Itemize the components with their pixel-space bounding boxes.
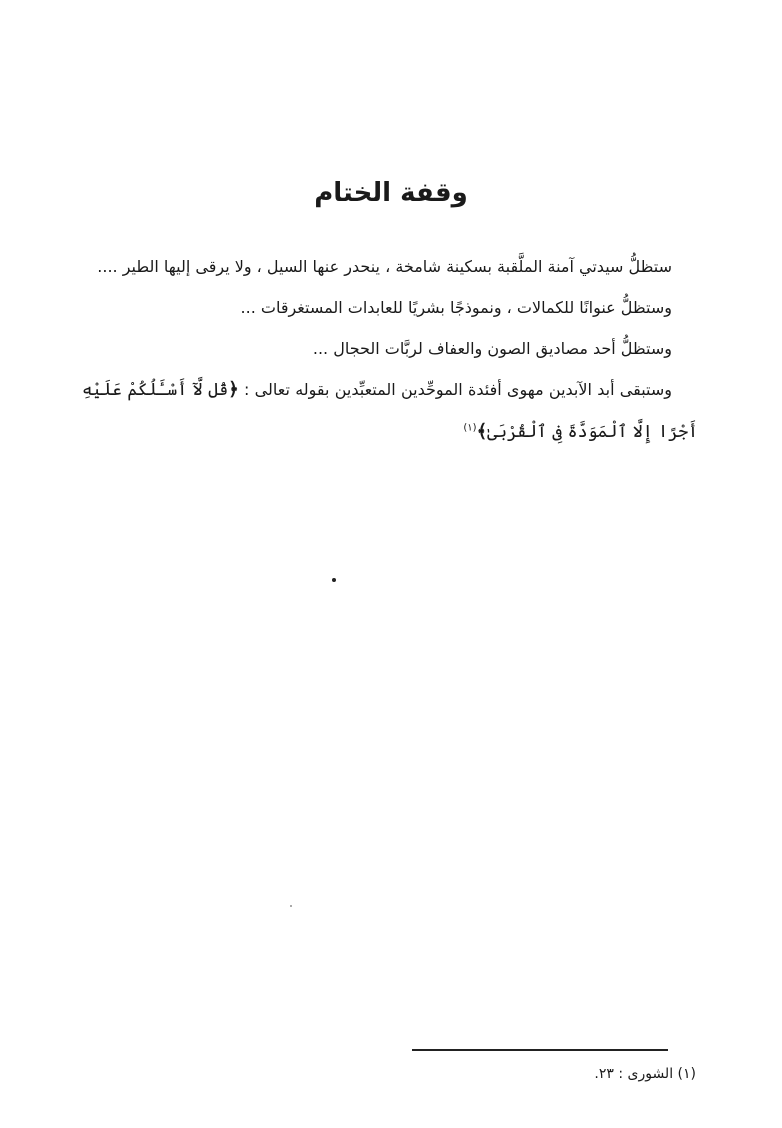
- quran-verse: قُل لَّآ أَسْـَٔلُكُمْ عَلَيْهِ أَجْرًا إِلَّا ٱلْمَوَدَّةَ فِى ٱلْقُرْبَىٰ: [82, 380, 698, 442]
- footnote-marker: (١): [463, 422, 477, 434]
- paragraph-4: [82, 369, 698, 453]
- quran-bracket-open: ﴿: [228, 379, 239, 400]
- quran-bracket-close: ﴾: [476, 421, 488, 442]
- paragraph-1: ستظلُّ سيدتي آمنة الملَّقبة بسكينة شامخة ، ينحدر عنها السيل ، ولا يرقى إليها الطير ....: [97, 257, 672, 276]
- footnote-separator: [412, 1049, 668, 1051]
- footnote: (١) الشورى : ٢٣.: [594, 1066, 696, 1082]
- decorative-dot: [332, 578, 336, 582]
- body-text: [82, 246, 698, 453]
- scan-speck: [290, 905, 292, 907]
- paragraph-3: وستظلُّ أحد مصاديق الصون والعفاف لربَّات الحجال ...: [312, 339, 672, 358]
- paragraph-2: وستظلُّ عنوانًا للكمالات ، ونموذجًا بشريًا للعابدات المستغرقات ...: [240, 298, 672, 317]
- paragraph-4-text: وستبقى أبد الآبدين مهوى أفئدة الموحِّدين المتعبِّدين بقوله تعالى :: [244, 380, 672, 399]
- page-title: وقفة الختام: [314, 178, 468, 208]
